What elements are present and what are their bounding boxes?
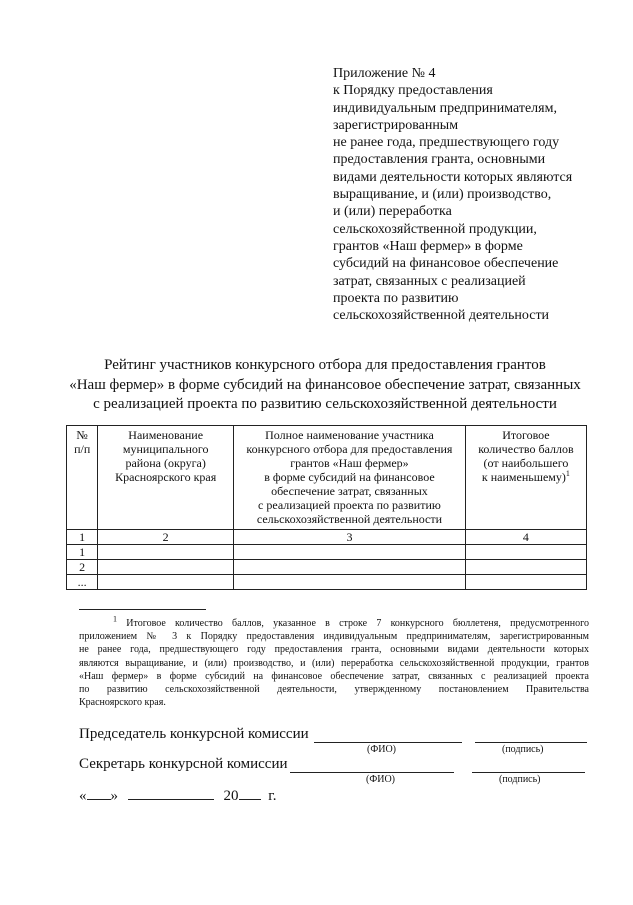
appendix-line: видами деятельности которых являются [333,169,573,185]
secretary-fio-hint: (ФИО) [366,774,396,785]
year-blank[interactable] [239,787,261,800]
chairman-label: Председатель конкурсной комиссии [79,726,309,742]
header-participant-name: Полное наименование участника конкурсного отбора для предоставления грантов «Наш фермер» в форме субсидий на финансовое обеспечение затрат, связанных с реализацией проекта по развитию сельскохозяйственной деятельности [234,426,466,530]
table-cell: 2 [67,560,98,575]
chairman-signature-line[interactable] [475,742,587,743]
appendix-line: не ранее года, предшествующего году [333,135,560,151]
appendix-line: сельскохозяйственной продукции, [333,221,537,237]
table-cell: 3 [234,530,466,545]
footnote [79,614,589,709]
table-cell: 1 [67,545,98,560]
appendix-line: Приложение № 4 [333,66,436,81]
table-row [67,545,587,560]
day-blank[interactable] [87,787,111,800]
appendix-line: субсидий на финансовое обеспечение [333,256,559,272]
secretary-signature-line[interactable] [472,772,585,773]
appendix-line: сельскохозяйственной деятельности [333,308,550,324]
title-line: «Наш фермер» в форме субсидий на финансовое обеспечение затрат, связанных [69,376,581,393]
header-number: № п/п [67,426,98,530]
table-cell: ... [67,575,98,590]
title-line: Рейтинг участников конкурсного отбора для предоставления грантов [104,357,546,373]
table-cell [98,545,234,560]
rating-table [66,425,587,590]
table-cell [234,575,466,590]
chairman-fio-hint: (ФИО) [367,744,397,755]
appendix-line: и (или) переработка [333,204,452,220]
header-municipality: Наименование муниципального района (округа) Красноярского края [98,426,234,530]
table-cell [465,545,586,560]
appendix-line: зарегистрированным [333,117,459,133]
table-row [67,560,587,575]
secretary-fio-line[interactable] [290,772,454,773]
date-line: « » 20 г. [79,788,277,804]
document-title [60,356,590,415]
appendix-line: к Порядку предоставления [333,83,493,99]
appendix-header [333,65,603,324]
title-line: с реализацией проекта по развитию сельскохозяйственной деятельности [93,396,557,412]
header-total-score: Итоговое количество баллов (от наибольшего к наименьшему)$^1$ [465,426,586,530]
footnote-line: $^1$ Итоговое количество баллов, указанное в строке 7 конкурсного бюллетеня, предусмотренного [113,614,589,629]
table-cell [465,560,586,575]
footnote-line: не ранее года, предшествующего году предоставления гранта, основными видами деятельности которых [79,644,589,656]
footnote-line: приложением № 3 к Порядку предоставления индивидуальным предпринимателям, зарегистрированным [79,631,589,643]
table-cell [465,575,586,590]
chairman-fio-line[interactable] [314,742,462,743]
footnote-mark: 1 [113,614,117,624]
table-cell [98,575,234,590]
table-header-row [67,426,587,530]
table-cell [98,560,234,575]
column-number-row [67,530,587,545]
secretary-label: Секретарь конкурсной комиссии [79,756,288,772]
appendix-line: предоставления гранта, основными [333,152,546,168]
appendix-line: грантов «Наш фермер» в форме [333,238,523,254]
footnote-line: являются выращивание, и (или) производство, и (или) переработка сельскохозяйственной продукции, грантов [79,657,589,669]
appendix-line: затрат, связанных с реализацией [333,273,526,289]
secretary-sign-hint: (подпись) [499,774,541,785]
chairman-sign-hint: (подпись) [502,744,544,755]
appendix-line: проекта по развитию [333,290,459,306]
footnote-line: по развитию сельскохозяйственной деятельности, утвержденному постановлением Правительства [79,684,589,696]
table-row [67,575,587,590]
footnote-mark: 1 [565,469,570,478]
month-blank[interactable] [128,787,214,800]
appendix-line: выращивание, и (или) производство, [333,187,552,203]
table-cell: 1 [67,530,98,545]
table-cell [234,545,466,560]
footnote-divider [79,609,206,610]
footnote-line: «Наш фермер» в форме субсидий на финансовое обеспечение затрат, связанных с реализацией проекта [79,670,589,682]
table-cell: 2 [98,530,234,545]
footnote-line: Красноярского края. [79,697,166,709]
table-cell: 4 [465,530,586,545]
appendix-line: индивидуальным предпринимателям, [333,100,557,116]
table-cell [234,560,466,575]
